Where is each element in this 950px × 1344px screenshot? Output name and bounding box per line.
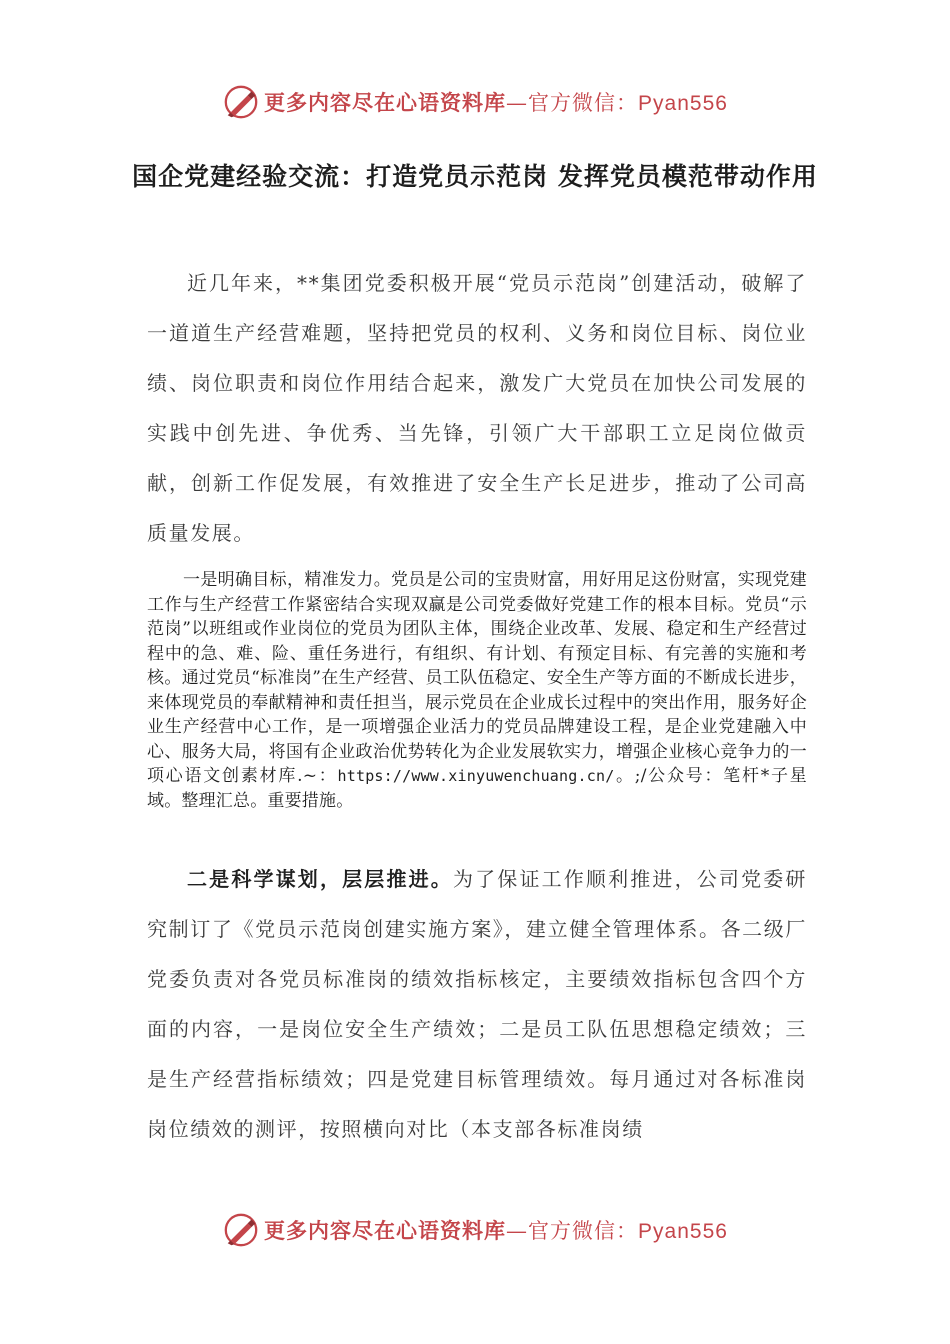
paragraph-goals-url: https://www.xinyuwenchuang.cn/ [337,767,615,785]
paragraph-goals [147,568,807,813]
watermark-label: 官方微信： [528,1219,639,1243]
watermark-site: 更多内容尽在心语资料库 [264,90,507,115]
footer-watermark [0,1208,950,1252]
paragraph-goals-tail: 。;/公众号：笔杆*子星域。整理汇总。重要措施。 [147,766,807,811]
watermark-handle: Pyan556 [638,1220,728,1243]
watermark-text [264,1215,728,1245]
paragraph-intro: 近几年来，**集团党委积极开展“党员示范岗”创建活动，破解了一道道生产经营难题，坚持把党员的权利、义务和岗位目标、岗位业绩、岗位职责和岗位作用结合起来，激发广大党员在加快公司发展的实践中创先进、争优秀、当先锋，引领广大干部职工立足岗位做贡献，创新工作促发展，有效推进了安全生产长足进步，推动了公司高质量发展。 [147,271,807,545]
watermark-label: 官方微信： [528,91,639,115]
document-title: 国企党建经验交流：打造党员示范岗 发挥党员模范带动作用 [132,162,818,191]
pen-logo-icon [222,83,260,121]
watermark-dash: — [506,1219,529,1243]
watermark-site: 更多内容尽在心语资料库 [264,1218,507,1243]
paragraph-planning [147,854,807,1154]
pen-logo-icon [222,1211,260,1249]
watermark-handle: Pyan556 [638,92,728,115]
paragraph-planning-lead: 二是科学谋划，层层推进。 [187,867,453,891]
header-watermark [0,80,950,124]
watermark-dash: — [506,91,529,115]
paragraph-planning-body: 为了保证工作顺利推进，公司党委研究制订了《党员示范岗创建实施方案》，建立健全管理体系。各二级厂党委负责对各党员标准岗的绩效指标核定，主要绩效指标包含四个方面的内容，一是岗位安全生产绩效；二是员工队伍思想稳定绩效；三是生产经营指标绩效；四是党建目标管理绩效。每月通过对各标准岗岗位绩效的测评，按照横向对比（本支部各标准岗绩 [147,867,807,1141]
watermark-text [264,87,728,117]
paragraph-goals-text: 一是明确目标，精准发力。党员是公司的宝贵财富，用好用足这份财富，实现党建工作与生产经营工作紧密结合实现双赢是公司党委做好党建工作的根本目标。党员“示范岗”以班组或作业岗位的党员为团队主体，围绕企业改革、发展、稳定和生产经营过程中的急、难、险、重任务进行，有组织、有计划、有预定目标、有完善的实施和考核。通过党员“标准岗”在生产经营、员工队伍稳定、安全生产等方面的不断成长进步，来体现党员的奉献精神和责任担当，展示党员在企业成长过程中的突出作用，服务好企业生产经营中心工作，是一项增强企业活力的党员品牌建设工程，是企业党建融入中心、服务大局，将国有企业政治优势转化为企业发展软实力，增强企业核心竞争力的一项心语文创素材库.~： [147,570,807,786]
